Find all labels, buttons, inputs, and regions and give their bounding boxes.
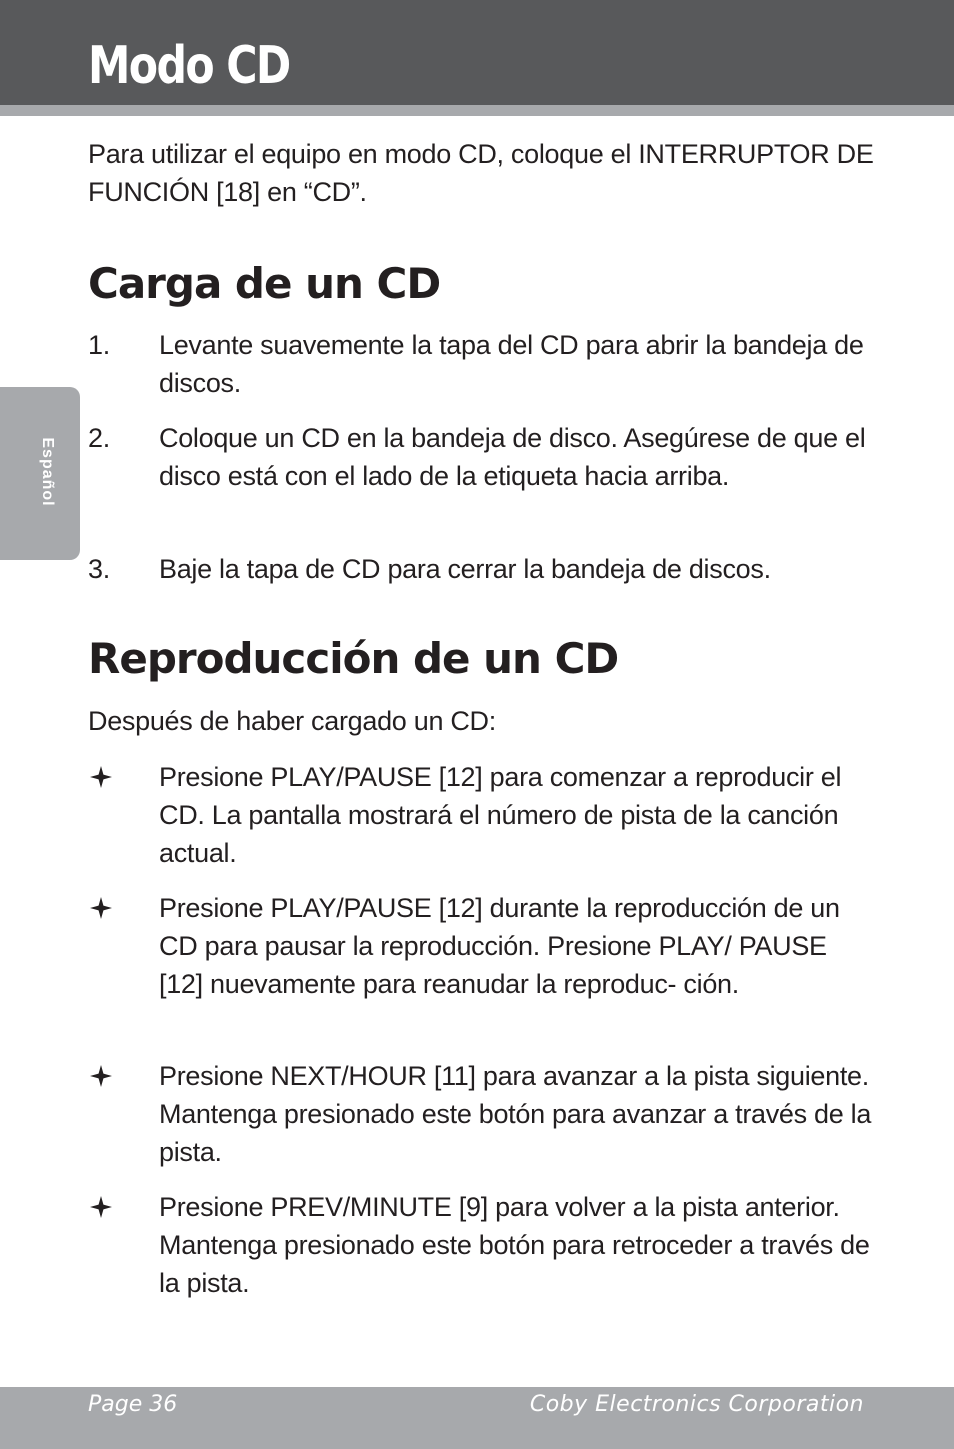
bullet-item-text: Presione PLAY/PAUSE [12] durante la reproducción de un CD para pausar la reproducción. Presione PLAY/ PAUSE [12] nuevamente para reanudar la reproduc- ción. xyxy=(159,893,840,999)
bullet-item-text: Presione PREV/MINUTE [9] para volver a la pista anterior. Mantenga presionado este botón para retroceder a través de la pista. xyxy=(159,1192,870,1298)
four-point-star-icon xyxy=(90,1196,112,1218)
list-item-text: Coloque un CD en la bandeja de disco. Asegúrese de que el disco está con el lado de la etiqueta hacia arriba. xyxy=(159,423,866,491)
section-heading-reproduccion: Reproducción de un CD xyxy=(88,634,619,683)
four-point-star-icon xyxy=(90,897,112,919)
header-rule xyxy=(0,105,954,116)
list-number: 1. xyxy=(88,330,110,360)
list-number: 3. xyxy=(88,554,110,584)
bullet-item-text: Presione PLAY/PAUSE [12] para comenzar a reproducir el CD. La pantalla mostrará el número de pista de la canción actual. xyxy=(159,762,842,868)
list-item-text: Levante suavemente la tapa del CD para abrir la bandeja de discos. xyxy=(159,330,864,398)
list-item-text: Baje la tapa de CD para cerrar la bandeja de discos. xyxy=(159,554,771,584)
footer-company-name: Coby Electronics Corporation xyxy=(529,1392,864,1417)
section-heading-carga: Carga de un CD xyxy=(88,259,441,308)
section-lead-text: Después de haber cargado un CD: xyxy=(88,706,496,736)
intro-paragraph: Para utilizar el equipo en modo CD, coloque el INTERRUPTOR DE FUNCIÓN [18] en “CD”. xyxy=(88,139,874,207)
bullet-item-text: Presione NEXT/HOUR [11] para avanzar a la pista siguiente. Mantenga presionado este botón para avanzar a través de la pista. xyxy=(159,1061,872,1167)
four-point-star-icon xyxy=(90,766,112,788)
four-point-star-icon xyxy=(90,1065,112,1087)
page-title: Modo CD xyxy=(88,36,290,96)
footer-page-number: Page 36 xyxy=(88,1392,178,1417)
language-side-tab-label: Español xyxy=(39,437,56,507)
list-number: 2. xyxy=(88,423,110,453)
